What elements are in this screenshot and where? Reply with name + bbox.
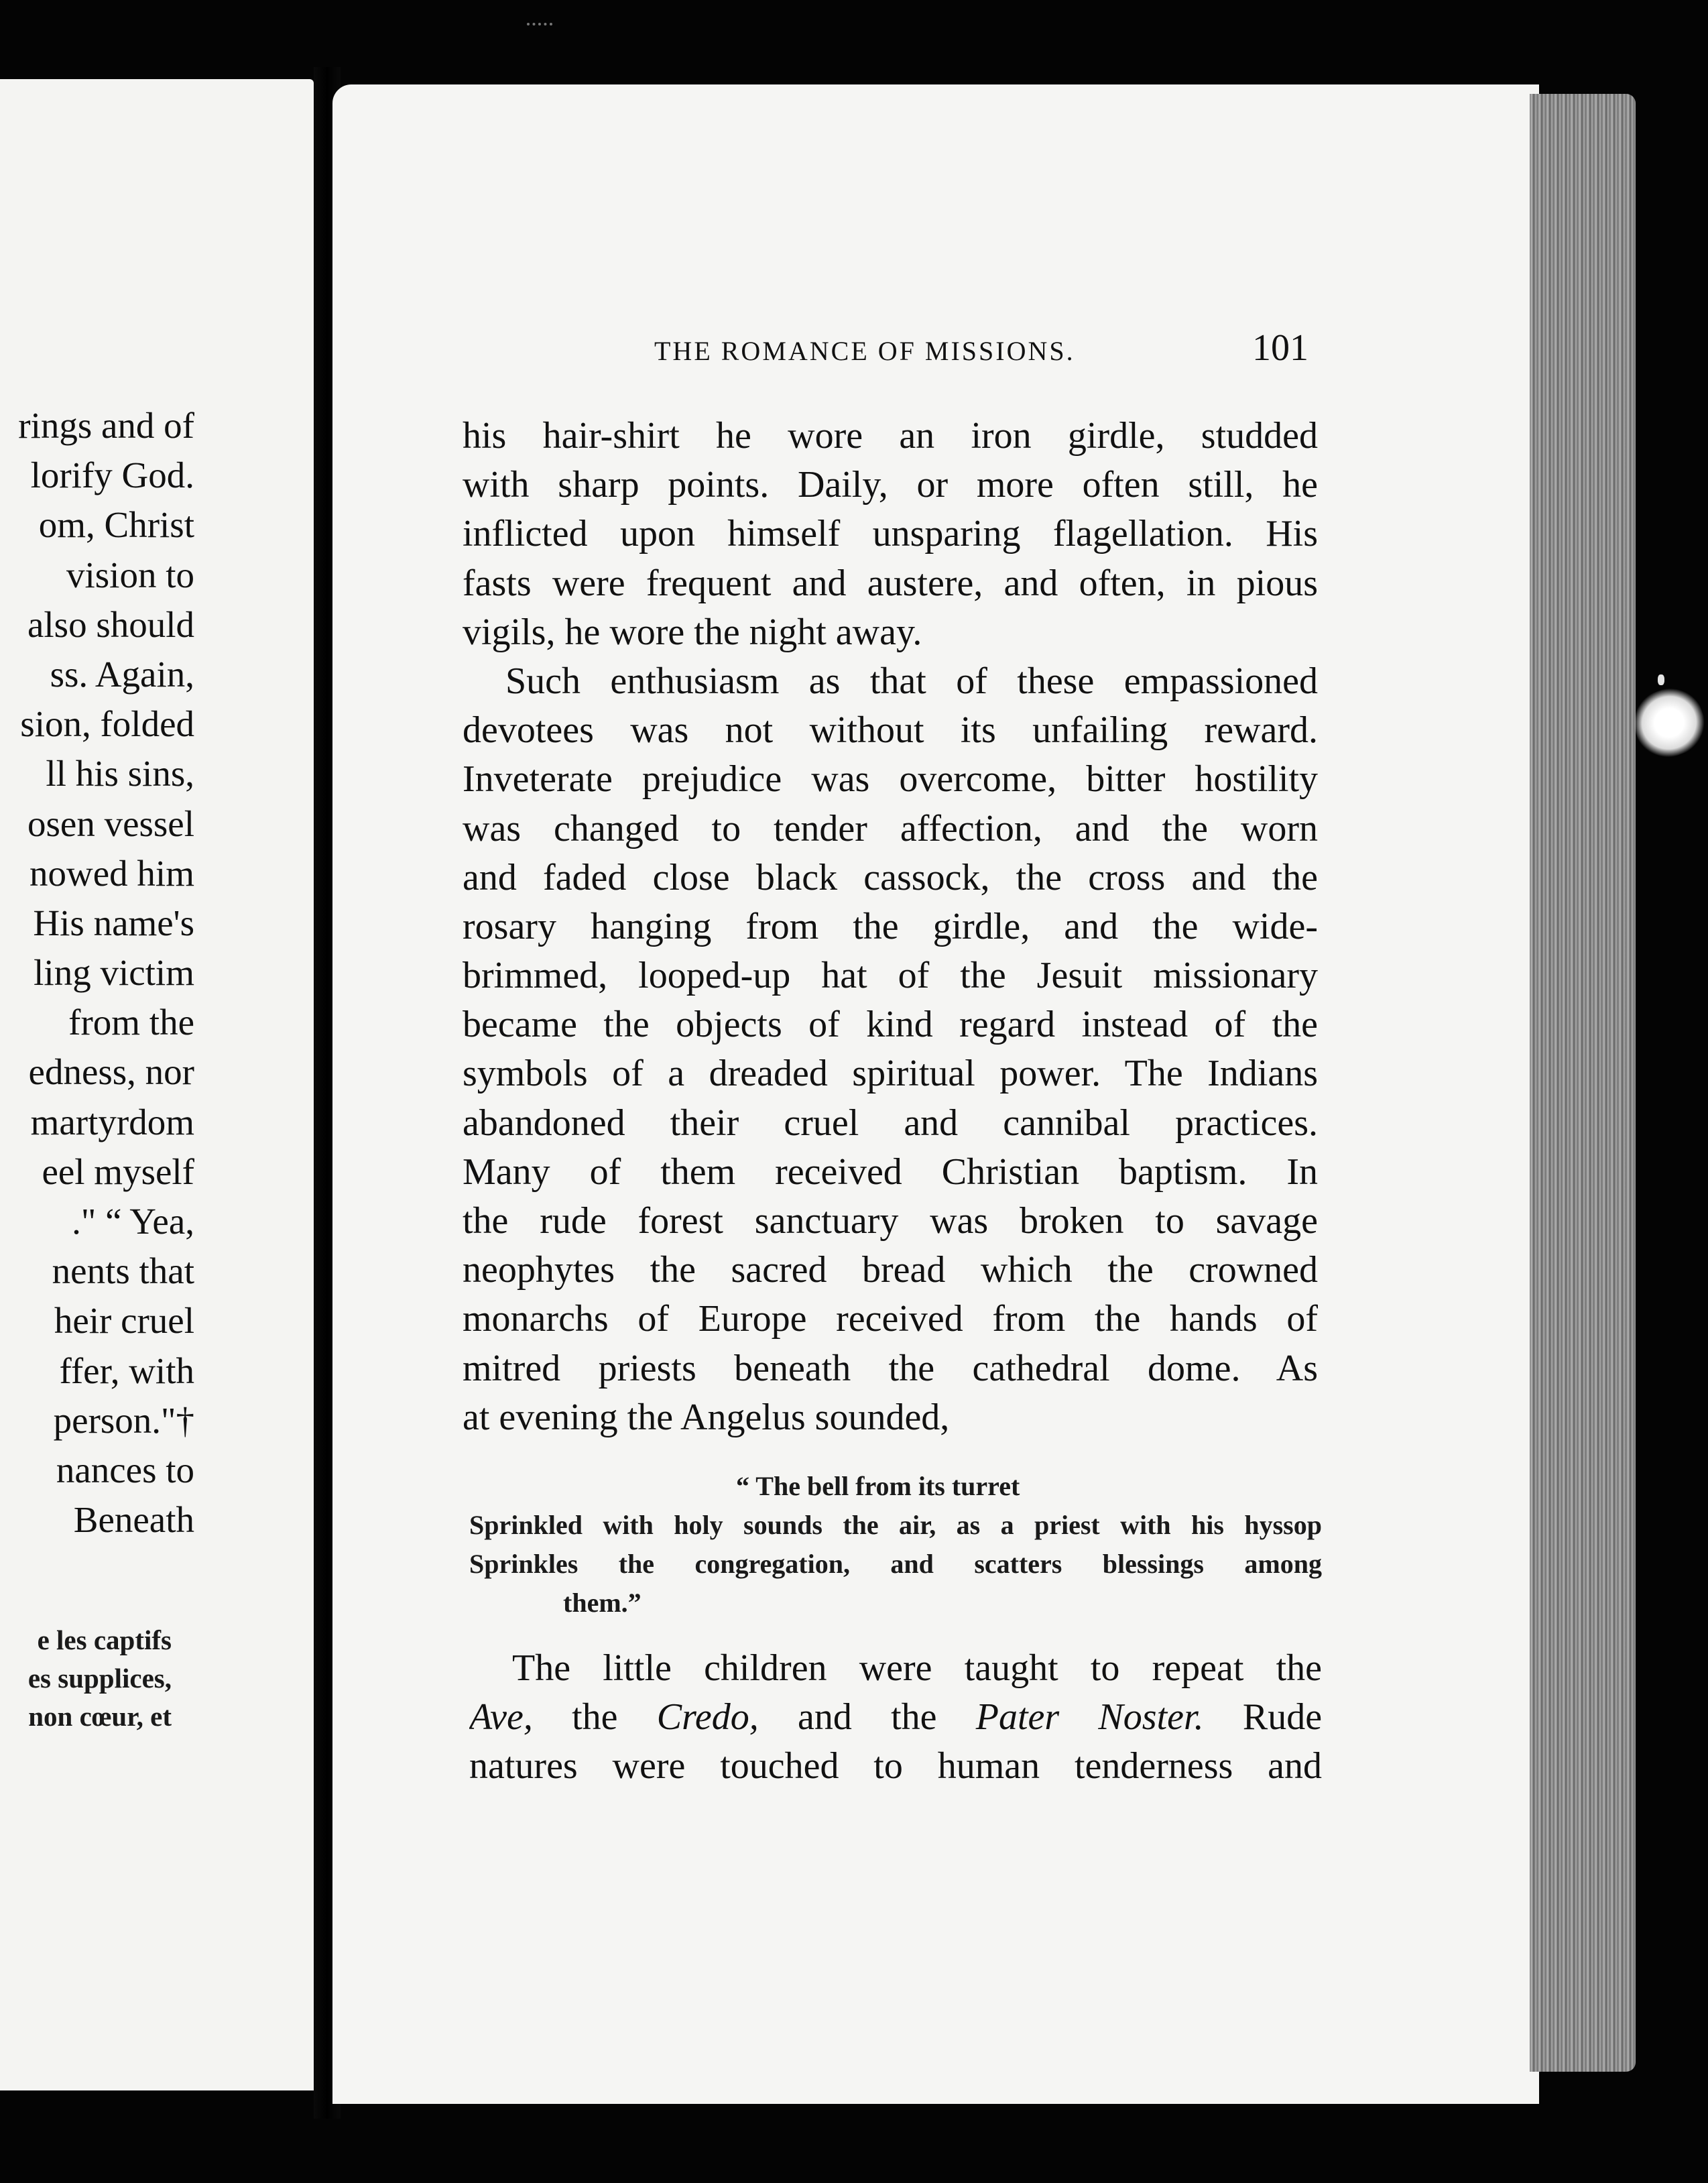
- page-number: 101: [1252, 327, 1308, 369]
- body-text-continued: [469, 1644, 1322, 1791]
- text-line: Such enthusiasm as that of these empassioned: [505, 660, 1318, 702]
- text-line: symbols of a dreaded spiritual power. The Indians: [463, 1053, 1318, 1095]
- left-line: ling victim: [34, 952, 194, 994]
- scan-artifact: [1625, 679, 1708, 766]
- text-line: fasts were frequent and austere, and often, in pious: [463, 562, 1318, 604]
- text-line: Many of them received Christian baptism. In: [463, 1150, 1318, 1193]
- left-line: nances to: [56, 1449, 194, 1490]
- footnote-line: non cœur, et: [28, 1701, 172, 1732]
- italic-word: Pater Noster.: [975, 1696, 1204, 1738]
- word: and the: [797, 1696, 937, 1738]
- left-page-footnotes: [0, 1621, 172, 1736]
- running-head: THE ROMANCE OF MISSIONS.: [654, 336, 1075, 366]
- text-line: rosary hanging from the girdle, and the wide-: [463, 905, 1318, 947]
- word: Rude: [1242, 1696, 1322, 1738]
- left-line: ss. Again,: [50, 653, 194, 695]
- text-line: inflicted upon himself unsparing flagellation. His: [463, 513, 1318, 555]
- text-line: vigils, he wore the night away.: [463, 611, 922, 653]
- left-line: person."†: [53, 1399, 194, 1441]
- body-text: [463, 412, 1318, 1442]
- text-line: mitred priests beneath the cathedral dome. As: [463, 1347, 1318, 1389]
- left-line: nowed him: [29, 852, 194, 894]
- left-line: edness, nor: [28, 1051, 194, 1093]
- text-line: The little children were taught to repeat the: [512, 1647, 1322, 1689]
- left-line: lorify God.: [30, 455, 194, 496]
- text-line: Inveterate prejudice was overcome, bitter hostility: [463, 758, 1318, 801]
- left-line: from the: [68, 1002, 194, 1043]
- scan-artifact: [1658, 674, 1664, 685]
- left-line: also should: [27, 603, 194, 645]
- text-line: brimmed, looped-up hat of the Jesuit missionary: [463, 955, 1318, 997]
- left-line: martyrdom: [30, 1101, 194, 1142]
- italic-word: Ave,: [469, 1696, 533, 1738]
- text-line: abandoned their cruel and cannibal practices.: [463, 1102, 1318, 1144]
- text-line: and faded close black cassock, the cross and the: [463, 856, 1318, 898]
- text-line: the rude forest sanctuary was broken to savage: [463, 1200, 1318, 1242]
- text-line: at evening the Angelus sounded,: [463, 1396, 950, 1438]
- quote-line: Sprinkled with holy sounds the air, as a priest with his hyssop: [469, 1510, 1322, 1540]
- page-edge-stack: [1530, 94, 1636, 2072]
- left-line: ." “ Yea,: [72, 1201, 194, 1242]
- text-line: became the objects of kind regard instead of the: [463, 1004, 1318, 1046]
- word: the: [572, 1696, 618, 1738]
- left-line: osen vessel: [27, 803, 194, 844]
- italic-word: Credo,: [656, 1696, 759, 1738]
- left-line: vision to: [66, 554, 194, 595]
- quote-line: Sprinkles the congregation, and scatters blessings among: [469, 1549, 1322, 1579]
- footnote-line: es supplices,: [27, 1663, 172, 1694]
- text-line: neophytes the sacred bread which the crowned: [463, 1249, 1318, 1291]
- quote-line: them.”: [563, 1588, 642, 1618]
- text-line: with sharp points. Daily, or more often still, he: [463, 464, 1318, 506]
- left-page-body: [0, 401, 194, 1545]
- quotation: [469, 1467, 1322, 1622]
- left-line: ll his sins,: [46, 753, 194, 794]
- left-line: om, Christ: [38, 504, 194, 546]
- left-line: rings and of: [18, 405, 194, 446]
- left-line: heir cruel: [54, 1300, 194, 1342]
- left-page: [0, 79, 314, 2090]
- left-line: His name's: [33, 902, 194, 943]
- scan-artifact: [527, 23, 552, 36]
- left-line: Beneath: [73, 1499, 194, 1541]
- text-line: monarchs of Europe received from the hands of: [463, 1298, 1318, 1340]
- left-line: nents that: [52, 1250, 194, 1292]
- text-line: his hair-shirt he wore an iron girdle, studded: [463, 415, 1318, 457]
- left-line: eel myself: [42, 1150, 194, 1192]
- text-line: was changed to tender affection, and the worn: [463, 807, 1318, 849]
- left-line: sion, folded: [20, 703, 194, 745]
- quote-line: “ The bell from its turret: [736, 1471, 1020, 1501]
- footnote-line: e les captifs: [37, 1625, 172, 1655]
- text-line: natures were touched to human tenderness and: [469, 1745, 1322, 1787]
- text-line-with-italics: [469, 1693, 1322, 1742]
- text-line: devotees was not without its unfailing reward.: [463, 709, 1318, 752]
- left-line: ffer, with: [59, 1350, 194, 1391]
